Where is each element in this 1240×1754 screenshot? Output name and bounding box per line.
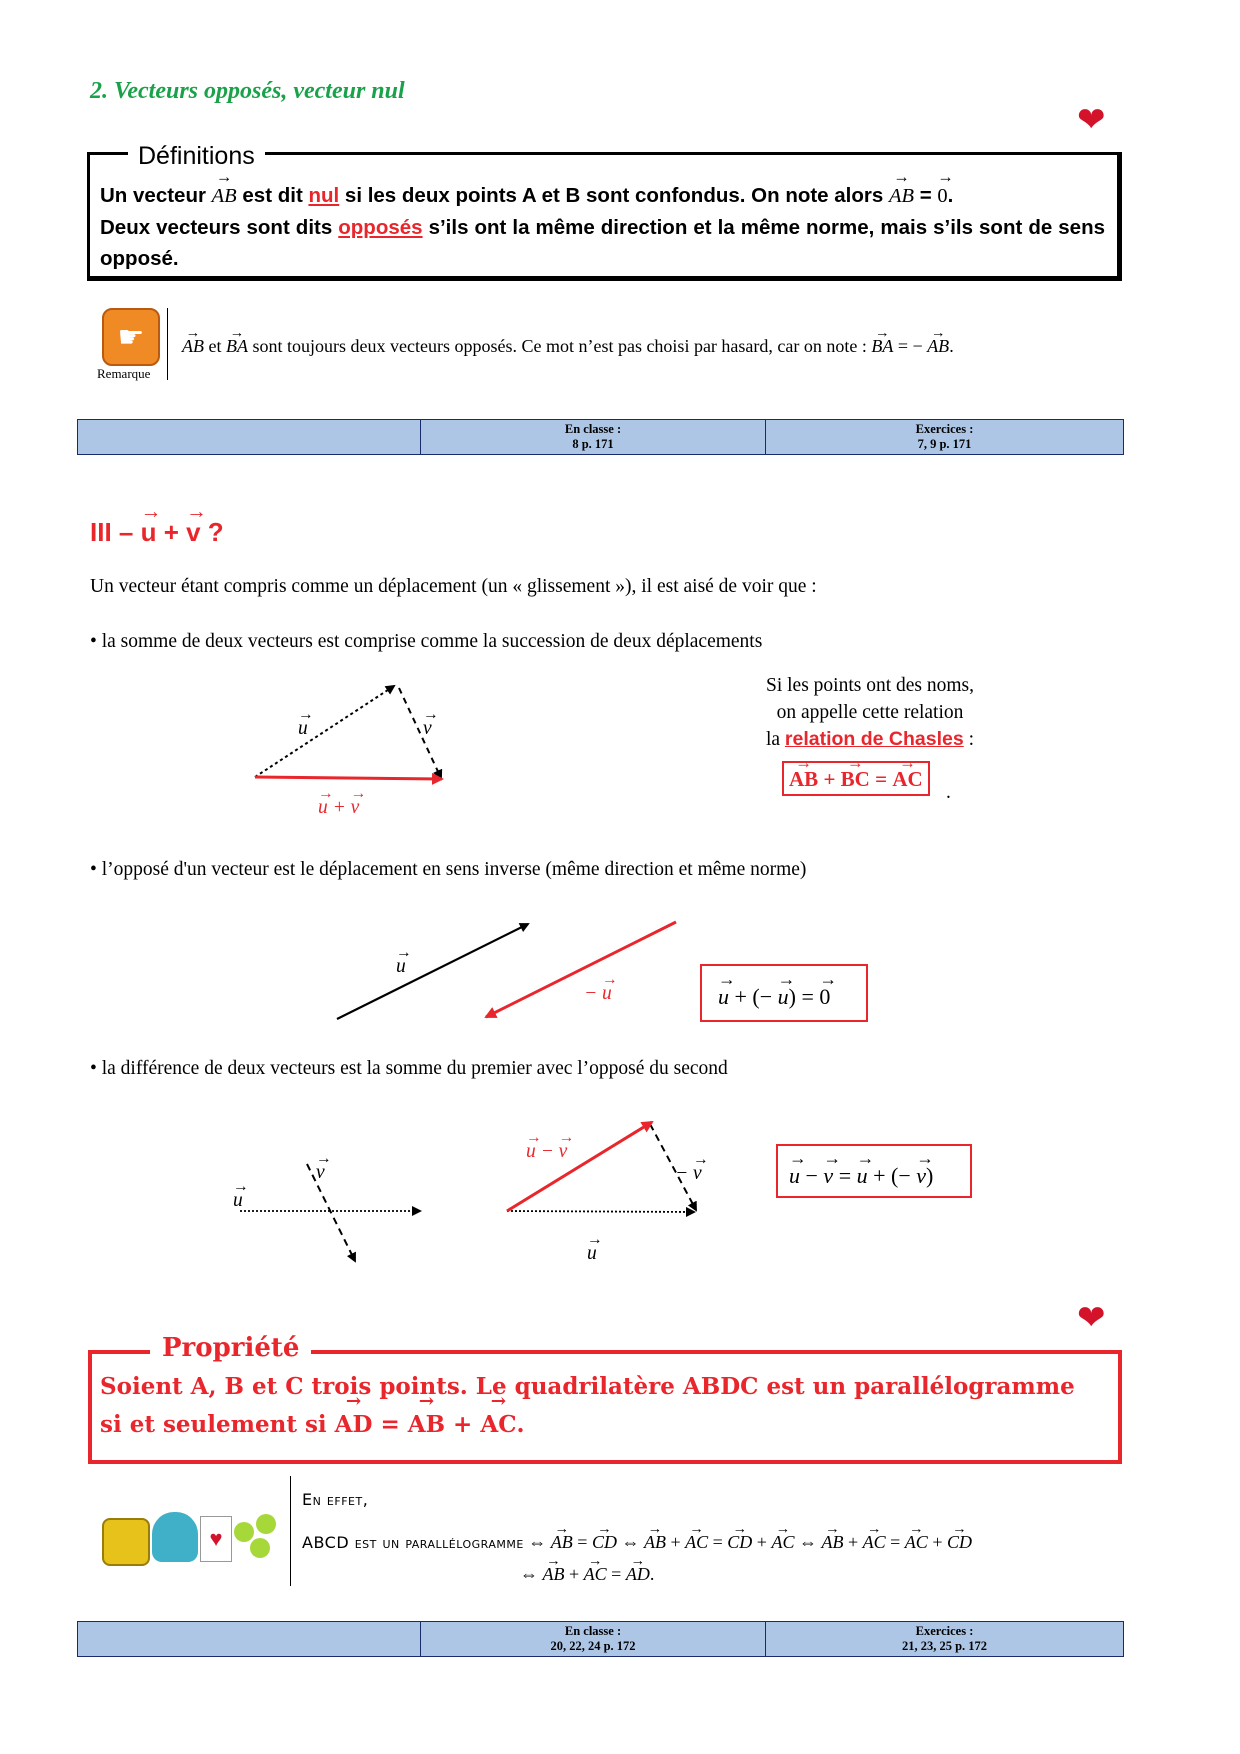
- bullet-opposite: • l’opposé d'un vecteur est le déplacement en sens inverse (même direction et même norme): [90, 859, 807, 880]
- opposes-term: opposés: [338, 216, 423, 239]
- label-v: → v: [423, 718, 432, 740]
- definitions-text: Un vecteur → AB est dit nul si les deux points A et B sont confondus. On note alors → AB = → 0. Deux vecteurs sont dits opposés s’ils ont la même direction et la même norme, mais s’ils sont de sens opposé.: [100, 180, 1105, 274]
- chasles-description: Si les points ont des noms, on appelle cette relation la relation de Chasles :: [765, 675, 975, 750]
- vector-u-plus-v: [255, 777, 442, 779]
- monster-icon: [152, 1512, 198, 1562]
- effet-line-2: ⇔ → AB + → AC = → AD.: [520, 1564, 654, 1585]
- section-title: 2. Vecteurs opposés, vecteur nul: [90, 78, 405, 104]
- pointing-hand-icon: ☛: [102, 308, 160, 366]
- table-cell-empty: [78, 1622, 421, 1657]
- label-minus-u: − → u: [584, 983, 612, 1005]
- opposite-formula: → u + (− → u) = → 0: [718, 984, 830, 1010]
- label-v-3: → v: [316, 1162, 325, 1184]
- propriete-title: Propriété: [150, 1333, 311, 1363]
- card-icon: ♥: [200, 1516, 232, 1562]
- vector-minus-u: [486, 922, 676, 1017]
- label-u-plus-v: → u + → v: [318, 797, 359, 819]
- atom-ball-icon-2: [256, 1514, 276, 1534]
- table-cell-en-classe: En classe : 20, 22, 24 p. 172: [421, 1622, 766, 1657]
- vector-u-sum: [255, 686, 394, 777]
- vector-v-diff: [307, 1164, 355, 1261]
- label-u-3: → u: [233, 1190, 243, 1212]
- chasles-link: relation de Chasles: [784, 728, 964, 750]
- label-minus-v: − → v: [675, 1163, 702, 1185]
- nul-term: nul: [308, 184, 340, 207]
- vector-v-sum: [399, 688, 441, 778]
- heart-icon-2: ❤: [1077, 1300, 1106, 1337]
- chasles-period: .: [946, 782, 951, 803]
- label-u-4: → u: [587, 1243, 597, 1265]
- remarque-label: Remarque: [97, 366, 151, 381]
- label-u-minus-v: → u − → v: [526, 1141, 567, 1163]
- definitions-title: Définitions: [128, 142, 265, 171]
- table-cell-exercices: Exercices : 7, 9 p. 171: [766, 420, 1124, 455]
- vector-u: [337, 924, 528, 1019]
- chasles-formula: → AB + → BC = → AC: [782, 761, 930, 796]
- table-cell-exercices: Exercices : 21, 23, 25 p. 172: [766, 1622, 1124, 1657]
- difference-formula: → u − → v = → u + (− → v): [789, 1163, 933, 1189]
- vector-u-diff-2: [507, 1211, 694, 1212]
- dice-icon: [102, 1518, 150, 1566]
- heart-icon: ❤: [1077, 102, 1106, 139]
- label-u-2: → u: [396, 956, 406, 978]
- effet-divider: [290, 1476, 291, 1586]
- propriete-text: Soient A, B et C trois points. Le quadrilatère ABDC est un parallélogramme si et seulement si → AD = → AB + → AC.: [100, 1368, 1100, 1444]
- atom-ball-icon-3: [250, 1538, 270, 1558]
- games-illustration: [100, 1510, 280, 1566]
- intro-text: Un vecteur étant compris comme un déplacement (un « glissement »), il est aisé de voir que :: [90, 576, 817, 597]
- bullet-difference: • la différence de deux vecteurs est la somme du premier avec l’opposé du second: [90, 1058, 728, 1079]
- section-3-title: III – → u + → v ?: [90, 517, 224, 548]
- table-cell-en-classe: En classe : 8 p. 171: [421, 420, 766, 455]
- bullet-sum: • la somme de deux vecteurs est comprise comme la succession de deux déplacements: [90, 631, 763, 652]
- effet-intro: En effet,: [302, 1490, 369, 1509]
- effet-line-1: ABCD est un parallélogramme ⇔ → AB = → CD ⇔ → AB + → AC = → CD + → AC ⇔ → AB + → AC = → AC + → CD: [302, 1532, 972, 1553]
- label-u: → u: [298, 718, 308, 740]
- remarque-text: → AB et → BA sont toujours deux vecteurs opposés. Ce mot n’est pas choisi par hasard, car on note : → BA = − → AB.: [182, 336, 954, 357]
- atom-ball-icon: [234, 1522, 254, 1542]
- exercise-table-2: [77, 1621, 1124, 1657]
